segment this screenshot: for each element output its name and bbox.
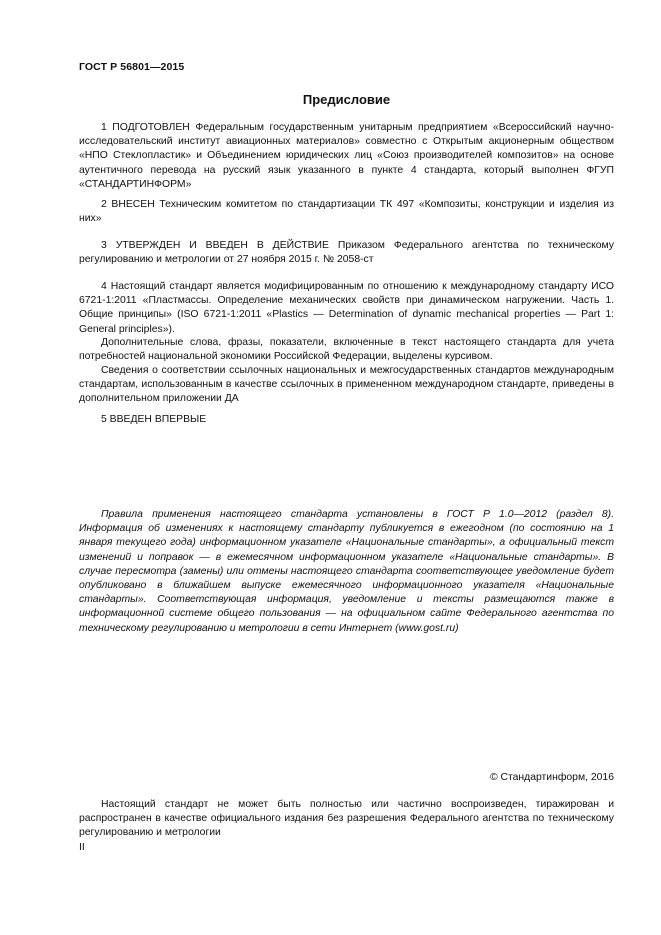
page-title: Предисловие (302, 92, 391, 107)
paragraph-prepared-by: 1 ПОДГОТОВЛЕН Федеральным государственным унитарным предприятием «Всероссийский научно-исследовательский институт авиационных материалов» совместно с Открытым акционерным обществом «НПО Стеклопластик» и Объединением юридических лиц «Союз производителей композитов» на основе аутентичного перевода на русский язык указанного в пункте 4 стандарта, который выполнен ФГУП «СТАНДАРТИНФОРМ» (79, 122, 614, 190)
page-number: II (79, 842, 85, 853)
standard-code: ГОСТ Р 56801—2015 (79, 61, 185, 73)
copyright-line: © Стандартинформ, 2016 (489, 772, 614, 783)
notice-paragraph: Правила применения настоящего стандарта установлены в ГОСТ Р 1.0—2012 (раздел 8). Информация об изменениях к настоящему стандарту публикуется в ежегодном (по состоянию на 1 января текущего года) информационном указателе «Национальные стандарты», а официальный текст изменений и поправок — в ежемесячном информационном указателе «Национальные стандарты». В случае пересмотра (замены) или отмены настоящего стандарта соответствующее уведомление будет опубликовано в ближайшем выпуске ежемесячного информационного указателя «Национальные стандарты». Соответствующая информация, уведомление и тексты размещаются также в информационной системе общего пользования — на официальном сайте Федерального агентства по техническому регулированию и метрологии в сети Интернет (www.gost.ru) (79, 509, 614, 634)
paragraph-first-introduced: 5 ВВЕДЕН ВПЕРВЫЕ (101, 414, 207, 425)
paragraph-references: Сведения о соответствии ссылочных национальных и межгосударственных стандартов международным стандартам, использованным в качестве ссылочных в примененном международном стандарте, приведены в дополнительном приложении ДА (79, 365, 614, 405)
reproduction-notice: Настоящий стандарт не может быть полностью или частично воспроизведен, тиражирован и распространен в качестве официального издания без разрешения Федерального агентства по техническому регулированию и метрологии (79, 799, 614, 839)
paragraph-introduced-by: 2 ВНЕСЕН Техническим комитетом по стандартизации ТК 497 «Композиты, конструкции и изделия из них» (79, 199, 614, 225)
paragraph-approved: 3 УТВЕРЖДЕН И ВВЕДЕН В ДЕЙСТВИЕ Приказом Федерального агентства по техническому регулированию и метрологии от 27 ноября 2015 г. № 2058-ст (79, 240, 614, 266)
paragraph-additional-words: Дополнительные слова, фразы, показатели, включенные в текст настоящего стандарта для учета потребностей национальной экономики Российской Федерации, выделены курсивом. (79, 337, 614, 363)
paragraph-modification: 4 Настоящий стандарт является модифицированным по отношению к международному стандарту ИСО 6721-1:2011 «Пластмассы. Определение механических свойств при динамическом нагружении. Часть 1. Общие принципы» (ISO 6721-1:2011 «Plastics — Determination of dynamic mechanical properties — Part 1: General principles»). (79, 281, 614, 335)
